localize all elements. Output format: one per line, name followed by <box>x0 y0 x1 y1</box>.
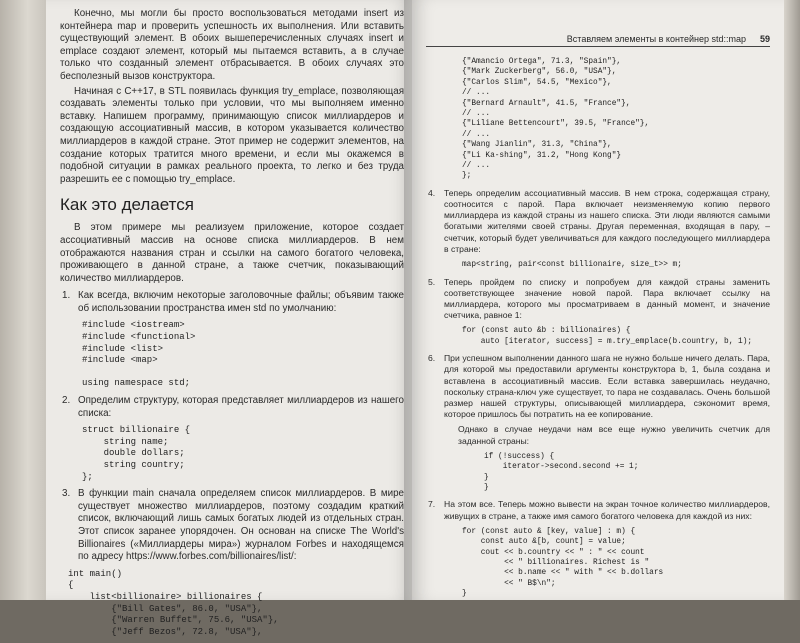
step-6-extra: Однако в случае неудачи нам все еще нужно увеличить счетчик для заданной страны: <box>458 424 770 446</box>
step-5 <box>426 277 770 322</box>
section-heading: Как это делается <box>60 195 194 215</box>
step-2 <box>60 395 404 420</box>
step-text: Теперь пройдем по списку и попробуем для каждой страны заменить соответствующее значение новой парой. Пара включает ссылку на миллиардера, которого мы просматриваем в данный момент, и значение счетчика, равное 1: <box>444 276 770 321</box>
step-text: В функции main сначала определяем список миллиардеров. В мире существует множество миллиардеров, поэтому создадим краткий список, включающий лишь самых богатых людей из отдельных стран. Этот список заранее упорядочен. Он основан на списке The World's Billionaires («Миллиардеры мира») журналом Forbes и находящемся по адресу https://www.forbes.com/billionaires/list/: <box>78 488 404 563</box>
step-number: 4. <box>428 187 436 198</box>
running-head-title: Вставляем элементы в контейнер std::map <box>566 34 746 44</box>
code-print-loop: for (const auto & [key, value] : m) { const auto &[b, count] = value; cout << b.country << " : " << count << " billionaires. Richest is " << b.name << " with " << b.dollars << " B$\n"; } <box>462 527 664 599</box>
step-4 <box>426 188 770 255</box>
intro-paragraph-2: Начиная с C++17, в STL появилась функция try_emplace, позволяющая создавать элементы только при условии, что мы выполняем именно вставку. Напишем программу, принимающую список миллиардеров и создающую ассоциативный массив, в котором указывается количество миллиардеров в каждой стране. Этот пример не содержит элементов, на создание которых тратится много времени, и если мы окажемся в подобной ситуации в рамках реального проекта, то легко и без труда разрешить ее с помощью try_emplace. <box>60 85 404 185</box>
step-number: 6. <box>428 353 436 364</box>
step-number: 2. <box>62 395 71 407</box>
step-text: При успешном выполнении данного шага не нужно больше ничего делать. Пара, для которой мы предоставили аргументы конструктора b, 1, была создана и вставлена в ассоциативный массив. Если вставка завершилась неудачно, поскольку страна-ключ уже существует, то пара не создавалась. Очень большой размер нашей структуры, описывающей миллиардера, сэкономит время, которое пришлось бы потратить на ее копирование. <box>444 353 770 420</box>
right-page-content <box>426 34 770 605</box>
step-number: 1. <box>62 290 71 302</box>
page-stack-right <box>784 0 800 600</box>
step-number: 5. <box>428 276 436 287</box>
step-7 <box>426 499 770 521</box>
code-billionaire-list: {"Amancio Ortega", 71.3, "Spain"}, {"Mark Zuckerberg", 56.0, "USA"}, {"Carlos Slim", 54.5, "Mexico"}, // ... {"Bernard Arnault", 41.5, "France"}, // ... {"Liliane Bettencourt", 39.5, "France"}, // ... {"Wang Jianlin", 31.3, "China"}, {"Li Ka-shing", 31.2, "Hong Kong"} // ... }; <box>462 58 650 181</box>
intro-paragraph-1: Конечно, мы могли бы просто воспользоваться методами insert из контейнера map и проверить успешность их выполнения. Или вставить существующий элемент. В обоих вышеперечисленных случаях insert и emplace создают элемент, который мы пытаемся вставить, а в случае только что созданный элемент отбрасывается. В обоих случаях это бесполезный вызов конструктора. <box>60 8 404 82</box>
page-stack-left <box>0 0 46 600</box>
step-number: 3. <box>62 488 71 500</box>
step-1 <box>60 290 404 315</box>
step-6 <box>426 353 770 420</box>
right-page <box>412 0 784 600</box>
step-number: 7. <box>428 499 436 510</box>
code-main: int main() { list<billionaire> billionaires { {"Bill Gates", 86.0, "USA"}, {"Warren Buffet", 75.6, "USA"}, {"Jeff Bezos", 72.8, "USA"}, <box>68 568 279 637</box>
step-text: На этом все. Теперь можно вывести на экран точное количество миллиардеров, живущих в стране, а также имя самого богатого человека для каждой из них: <box>444 499 770 521</box>
step-text: Теперь определим ассоциативный массив. В нем строка, содержащая страну, соотносится с парой. Пара включает неизменяемую копию первого миллиардера из каждой страны из нашего списка. Эти люди являются самыми богатыми жителями своей страны. Другая переменная, входящая в пару, – счетчик, который будет увеличиваться для каждого последующего миллиардера в стране: <box>444 187 770 254</box>
code-struct: struct billionaire { string name; double dollars; string country; }; <box>82 425 191 482</box>
step-text: Как всегда, включим некоторые заголовочные файлы; объявим также об использовании пространства имен std по умолчанию: <box>78 290 404 314</box>
code-includes: #include <iostream> #include <functional> #include <list> #include <map> using namespace std; <box>82 320 196 389</box>
code-try-emplace-loop: for (const auto &b : billionaires) { auto [iterator, success] = m.try_emplace(b.country, b, 1); <box>462 327 753 346</box>
code-map-declaration: map<string, pair<const billionaire, size_t>> m; <box>462 261 682 270</box>
left-page-content <box>60 8 404 643</box>
step-text: Определим структуру, которая представляет миллиардеров из нашего списка: <box>78 395 404 419</box>
section-intro: В этом примере мы реализуем приложение, которое создает ассоциативный массив на основе списка миллиардеров. В нем отображаются названия стран и ссылки на самого богатого человека, проживающего в данной стране, а также счетчик, показывающий количество миллиардеров. <box>60 222 404 284</box>
running-header <box>426 34 770 47</box>
left-page <box>46 0 412 637</box>
code-if-not-success: if (!success) { iterator->second.second += 1; } } <box>484 452 639 492</box>
step-3 <box>60 488 404 564</box>
page-number: 59 <box>759 34 770 44</box>
